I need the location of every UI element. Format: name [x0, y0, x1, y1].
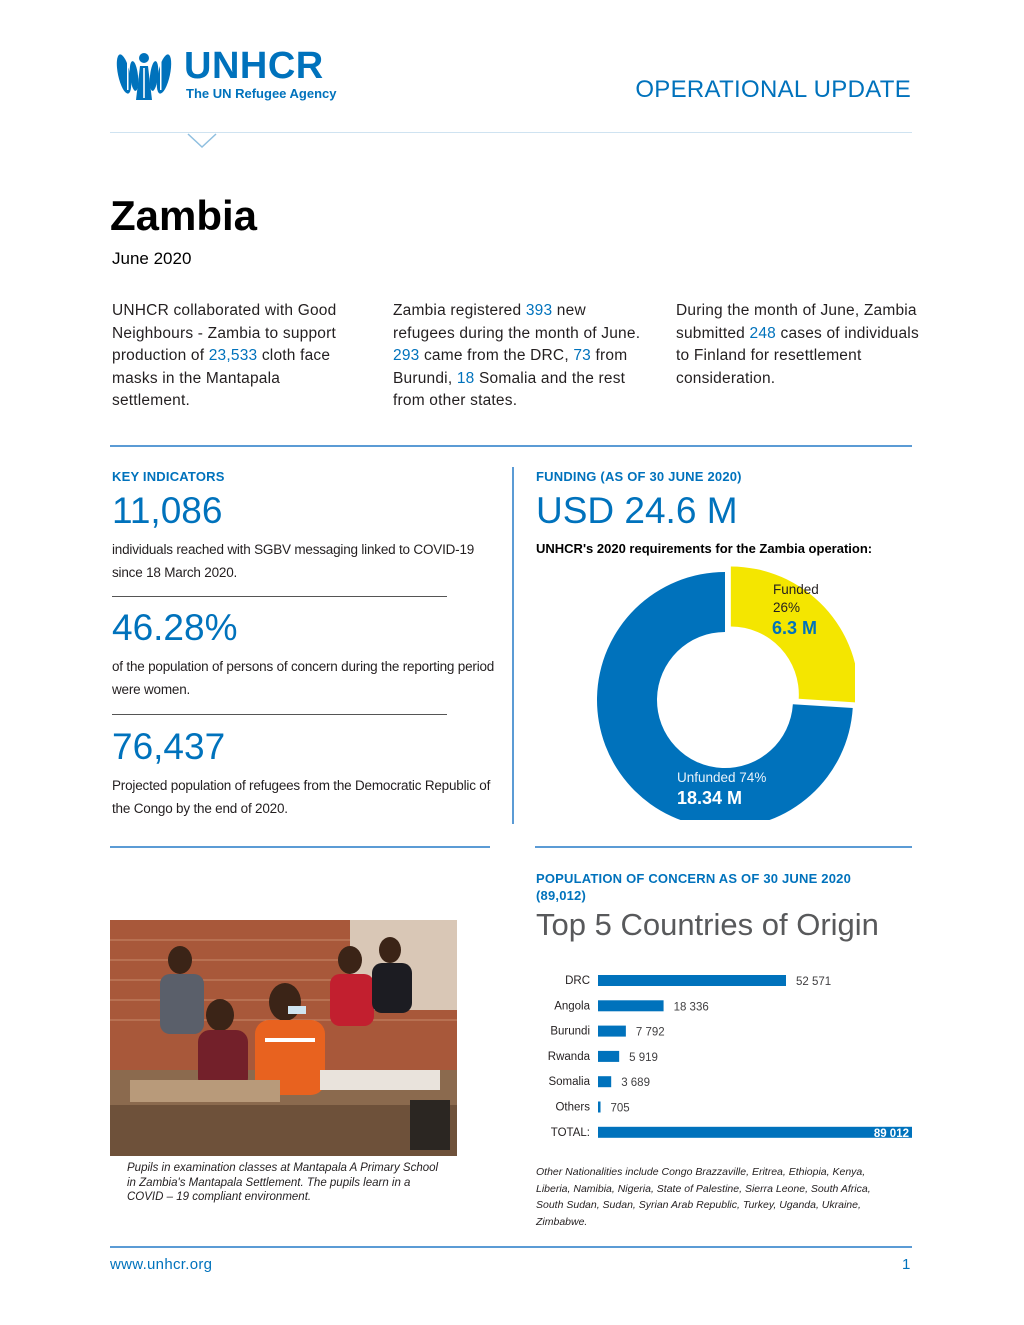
chevron-down-icon: [187, 133, 217, 149]
bar-value-label: 7 792: [635, 1026, 665, 1039]
bar-value-label: 89 012: [873, 1127, 909, 1140]
indicator-divider: [112, 596, 447, 597]
bar-value-label: 18 336: [673, 1001, 709, 1014]
population-label: POPULATION OF CONCERN AS OF 30 JUNE 2020 (89,012): [536, 871, 852, 903]
indicator-description: of the population of persons of concern during the reporting period were women.: [112, 659, 495, 697]
bar-category-label: TOTAL:: [550, 1126, 590, 1139]
column-divider: [512, 467, 514, 824]
donut-funded-label: Funded: [773, 582, 819, 597]
bar-category-label: DRC: [565, 975, 590, 987]
section-divider: [535, 846, 912, 848]
page-title: Zambia: [110, 192, 258, 239]
donut-funded-value: 6.3 M: [772, 618, 818, 638]
other-nationalities-note: Other Nationalities include Congo Brazzaville, Eritrea, Ethiopia, Kenya, Liberia, Namibia, Nigeria, State of Palestine, Sierra Leone, South Africa, South Sudan, Sudan, Syrian Arab Republic, Turkey, Uganda, Ukraine, Zimbabwe.: [536, 1166, 871, 1228]
footer-website-link[interactable]: www.unhcr.org: [110, 1256, 213, 1273]
header-divider: [110, 132, 912, 133]
intro-paragraph-3: During the month of June, Zambia submitted 248 cases of individuals to Finland for resettlement consideration.: [676, 302, 919, 387]
page-number: 1: [902, 1256, 911, 1273]
donut-unfunded-value: 18.34 M: [677, 788, 743, 808]
bar-category-label: Angola: [554, 1000, 590, 1013]
bar-category-label: Rwanda: [547, 1050, 590, 1063]
section-divider: [110, 445, 912, 447]
bar-category-label: Somalia: [548, 1076, 590, 1089]
indicator-value: 76,437: [112, 726, 226, 767]
bar-category-label: Burundi: [550, 1025, 590, 1038]
indicator-description: Projected population of refugees from the Democratic Republic of the Congo by the end of 2020.: [112, 778, 491, 816]
section-divider: [110, 846, 490, 848]
bar-value-label: 705: [610, 1102, 630, 1115]
intro-paragraph-2: Zambia registered 393 new refugees during the month of June. 293 came from the DRC, 73 from Burundi, 18 Somalia and the rest from other states.: [393, 302, 641, 409]
bar-total: [598, 1127, 912, 1138]
unhcr-laurel-hands-icon: [110, 44, 178, 102]
photo-caption: Pupils in examination classes at Mantapala A Primary School in Zambia's Mantapala Settlement. The pupils learn in a COVID – 19 compliant environment.: [127, 1162, 439, 1203]
unhcr-logo: [110, 44, 355, 102]
funding-requirement-text: UNHCR's 2020 requirements for the Zambia operation:: [536, 541, 873, 556]
key-indicators-label: KEY INDICATORS: [112, 469, 225, 484]
intro-paragraph-1: UNHCR collaborated with Good Neighbours - Zambia to support production of 23,533 cloth face masks in the Mantapala settlement.: [112, 302, 337, 409]
donut-unfunded-label: Unfunded 74%: [677, 770, 767, 785]
funding-donut-chart: [595, 560, 855, 820]
indicator-value: 46.28%: [112, 607, 238, 648]
footer-divider: [110, 1246, 912, 1248]
bar-value-label: 52 571: [796, 976, 832, 988]
page-date: June 2020: [112, 249, 192, 268]
indicator-divider: [112, 714, 447, 715]
logo-wordmark: UNHCR: [184, 45, 324, 87]
classroom-photo: [110, 920, 457, 1156]
countries-of-origin-bar-chart: [536, 966, 914, 1146]
population-heading: Top 5 Countries of Origin: [536, 907, 879, 942]
funding-amount: USD 24.6 M: [536, 490, 738, 531]
bar-rwanda: [598, 1051, 619, 1062]
bar-others: [598, 1102, 601, 1113]
document-type: OPERATIONAL UPDATE: [635, 76, 911, 103]
donut-funded-pct: 26%: [773, 600, 801, 615]
logo-tagline: The UN Refugee Agency: [186, 86, 337, 101]
indicator-value: 11,086: [112, 490, 223, 531]
funding-label: FUNDING (AS OF 30 JUNE 2020): [536, 469, 742, 484]
bar-value-label: 5 919: [629, 1051, 658, 1064]
indicator-description: individuals reached with SGBV messaging linked to COVID-19 since 18 March 2020.: [112, 542, 475, 580]
bar-drc: [598, 975, 786, 986]
bar-angola: [598, 1000, 664, 1011]
bar-value-label: 3 689: [621, 1077, 650, 1090]
bar-category-label: Others: [555, 1101, 590, 1114]
bar-burundi: [598, 1026, 626, 1037]
bar-somalia: [598, 1076, 611, 1087]
